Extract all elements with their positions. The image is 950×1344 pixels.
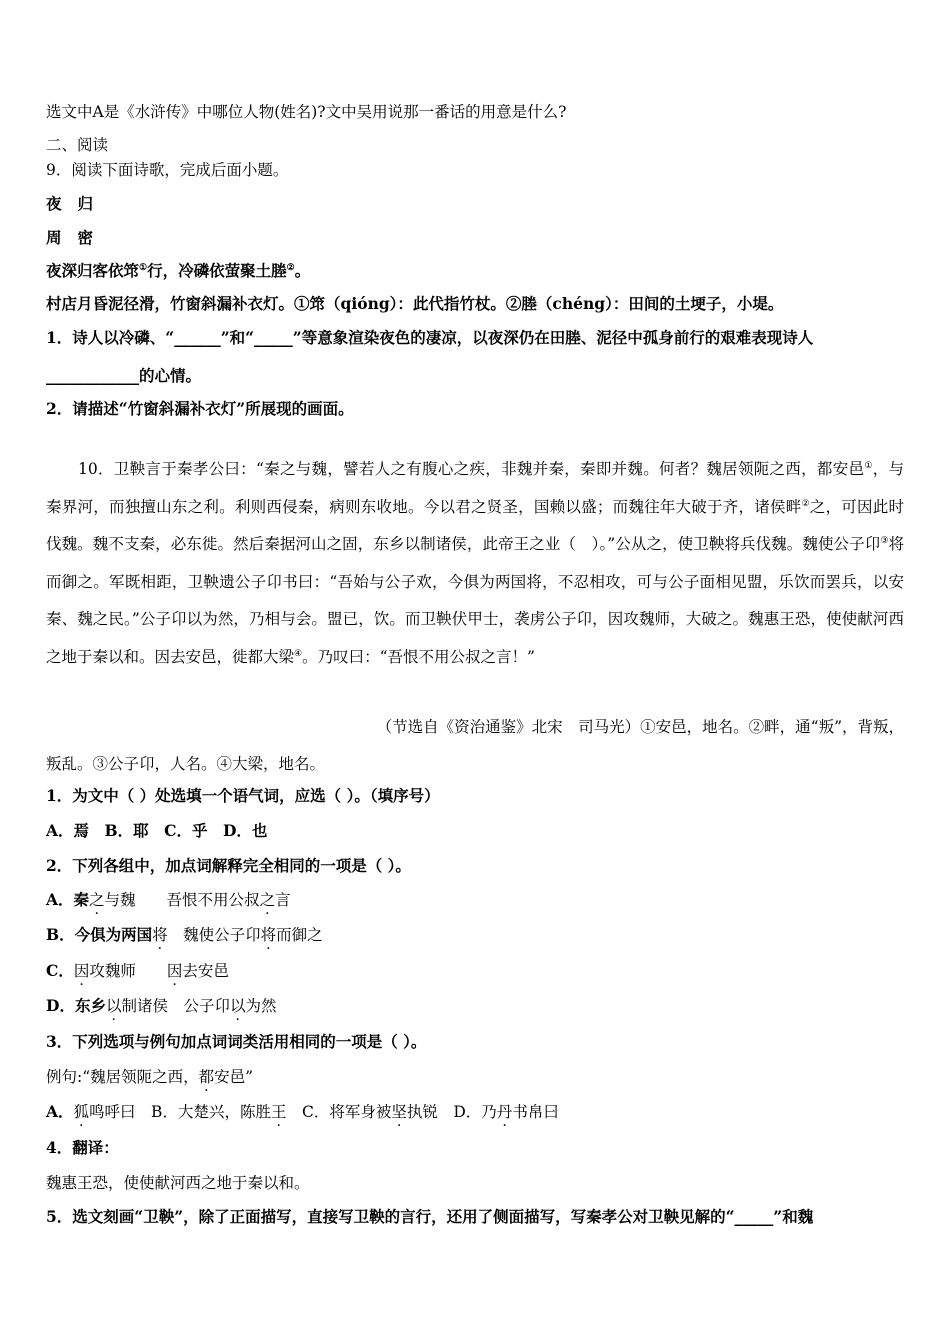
poem-line-1: 夜深归客依筇①行，冷磷依萤聚土塍②。 bbox=[46, 261, 311, 280]
q9-1: 1．诗人以冷磷、“______”和“_____”等意象渲染夜色的凄凉，以夜深仍在田塍、泥径中孤身前行的艰难表现诗人 bbox=[46, 328, 814, 347]
q10-3-example: 例句:“魏居领阨之西，都安邑” bbox=[46, 1068, 254, 1086]
poem-author: 周密 bbox=[46, 228, 110, 247]
q10-4: 4．翻译： bbox=[46, 1138, 119, 1157]
q10-2-option-a: A．秦之与魏 吾恨不用公叔之言 bbox=[46, 890, 291, 909]
q10-1-options: A．焉 B．耶 C．乎 D．也 bbox=[46, 821, 268, 840]
q10-2-option-c: C．因攻魏师 因去安邑 bbox=[46, 961, 229, 980]
prev-question: 选文中A是《水浒传》中哪位人物(姓名)?文中吴用说那一番话的用意是什么? bbox=[46, 103, 567, 121]
q9-intro: 9．阅读下面诗歌，完成后面小题。 bbox=[46, 161, 289, 179]
q9-2: 2．请描述“竹窗斜漏补衣灯”所展现的画面。 bbox=[46, 399, 354, 418]
q10-2: 2．下列各组中，加点词解释完全相同的一项是（ ）。 bbox=[46, 856, 411, 875]
q10-4-text: 魏惠王恐，使使献河西之地于秦以和。 bbox=[46, 1174, 310, 1192]
poem-line-2: 村店月昏泥径滑，竹窗斜漏补衣灯。①筇（qióng）：此代指竹杖。②塍（chéng）：田间的土埂子，小堤。 bbox=[46, 294, 784, 313]
q10-2-option-d: D．东乡以制诸侯 公子卬以为然 bbox=[46, 996, 277, 1015]
q10-1: 1．为文中（ ）处选填一个语气词，应选（ ）。（填序号） bbox=[46, 786, 440, 805]
q10-2-option-b: B．今俱为两国将 魏使公子卬将而御之 bbox=[46, 925, 323, 944]
q10-5: 5．选文刻画“卫鞅”，除了正面描写，直接写卫鞅的言行，还用了侧面描写，写秦孝公对卫鞅见解的“_____”和魏 bbox=[46, 1207, 814, 1226]
q10-3: 3．下列选项与例句加点词词类活用相同的一项是（ ）。 bbox=[46, 1032, 427, 1051]
q10-3-options: A．狐鸣呼曰 B．大楚兴，陈胜王 C．将军身被坚执锐 D．乃丹书帛曰 bbox=[46, 1102, 559, 1121]
poem-title: 夜归 bbox=[46, 194, 110, 213]
q10-passage: 10．卫鞅言于秦孝公曰：“秦之与魏，譬若人之有腹心之疾，非魏并秦，秦即并魏。何者？魏居领阨之西，都安邑①，与秦界河，而独擅山东之利。利则西侵秦，病则东收地。今以君之贤圣，国赖以盛；而魏往年大破于齐，诸侯畔②之，可因此时伐魏。魏不支秦，必东徙。然后秦据河山之固，东乡以制诸侯，此帝王之业（ ）。”公从之，使卫鞅将兵伐魏。魏使公子卬③将而御之。军既相距，卫鞅遗公子卬书曰：“吾始与公子欢，今俱为两国将，不忍相攻，可与公子面相见盟，乐饮而罢兵，以安秦、魏之民。”公子卬以为然，乃相与会。盟已，饮。而卫鞅伏甲士，袭虏公子卬，因攻魏师，大破之。魏惠王恐，使使献河西之地于秦以和。因去安邑，徙都大梁④。乃叹曰：“吾恨不用公叔之言！” bbox=[46, 460, 904, 666]
section-heading: 二、阅读 bbox=[46, 136, 109, 154]
q10-source-notes: （节选自《资治通鉴》北宋 司马光）①安邑，地名。②畔，通“叛”，背叛， 叛乱。③公子卬，人名。④大梁，地名。 bbox=[46, 718, 904, 773]
q9-1-cont: ____________的心情。 bbox=[46, 366, 202, 385]
